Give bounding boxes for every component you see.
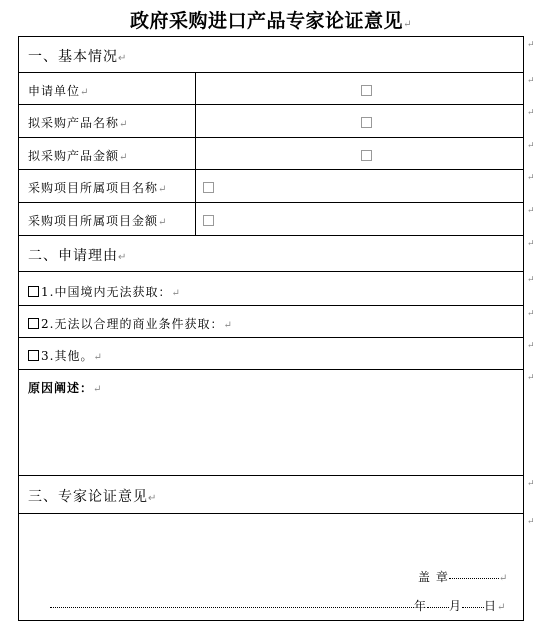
date-month: 月 [449, 599, 463, 613]
project-amount-label: 采购项目所属项目金额↵ [28, 214, 168, 228]
project-amount-field[interactable] [203, 215, 214, 226]
section-reason-heading: 二、申请理由↵ [28, 248, 128, 264]
applicant-unit-label: 申请单位↵ [28, 84, 90, 98]
option-unavailable-domestic[interactable]: 1.中国境内无法获取：↵ [28, 283, 181, 300]
product-name-field[interactable] [361, 117, 372, 128]
reason-description-label: 原因阐述：↵ [28, 381, 103, 395]
date-year: 年 [414, 599, 428, 613]
checkbox-icon[interactable] [28, 286, 39, 297]
reason-description-area[interactable] [20, 392, 522, 472]
document-title: 政府采购进口产品专家论证意见↵ [130, 10, 412, 32]
checkbox-icon[interactable] [28, 350, 39, 361]
product-amount-field[interactable] [361, 150, 372, 161]
product-amount-label: 拟采购产品金额↵ [28, 149, 129, 163]
expert-opinion-area[interactable] [20, 516, 522, 566]
date-day: 日 [484, 599, 498, 613]
project-name-field[interactable] [203, 182, 214, 193]
applicant-unit-field[interactable] [361, 85, 372, 96]
seal-label: 盖 章 ↵ [418, 570, 509, 584]
product-name-label: 拟采购产品名称↵ [28, 116, 129, 130]
option-unreasonable-terms[interactable]: 2.无法以合理的商业条件获取：↵ [28, 315, 233, 332]
checkbox-icon[interactable] [28, 318, 39, 329]
date-line: 年 月 日↵ [50, 597, 506, 614]
section-basic-info-heading: 一、基本情况↵ [28, 49, 128, 65]
section-expert-opinion-heading: 三、专家论证意见↵ [28, 489, 158, 505]
project-name-label: 采购项目所属项目名称↵ [28, 181, 168, 195]
option-other[interactable]: 3.其他。↵ [28, 347, 103, 364]
